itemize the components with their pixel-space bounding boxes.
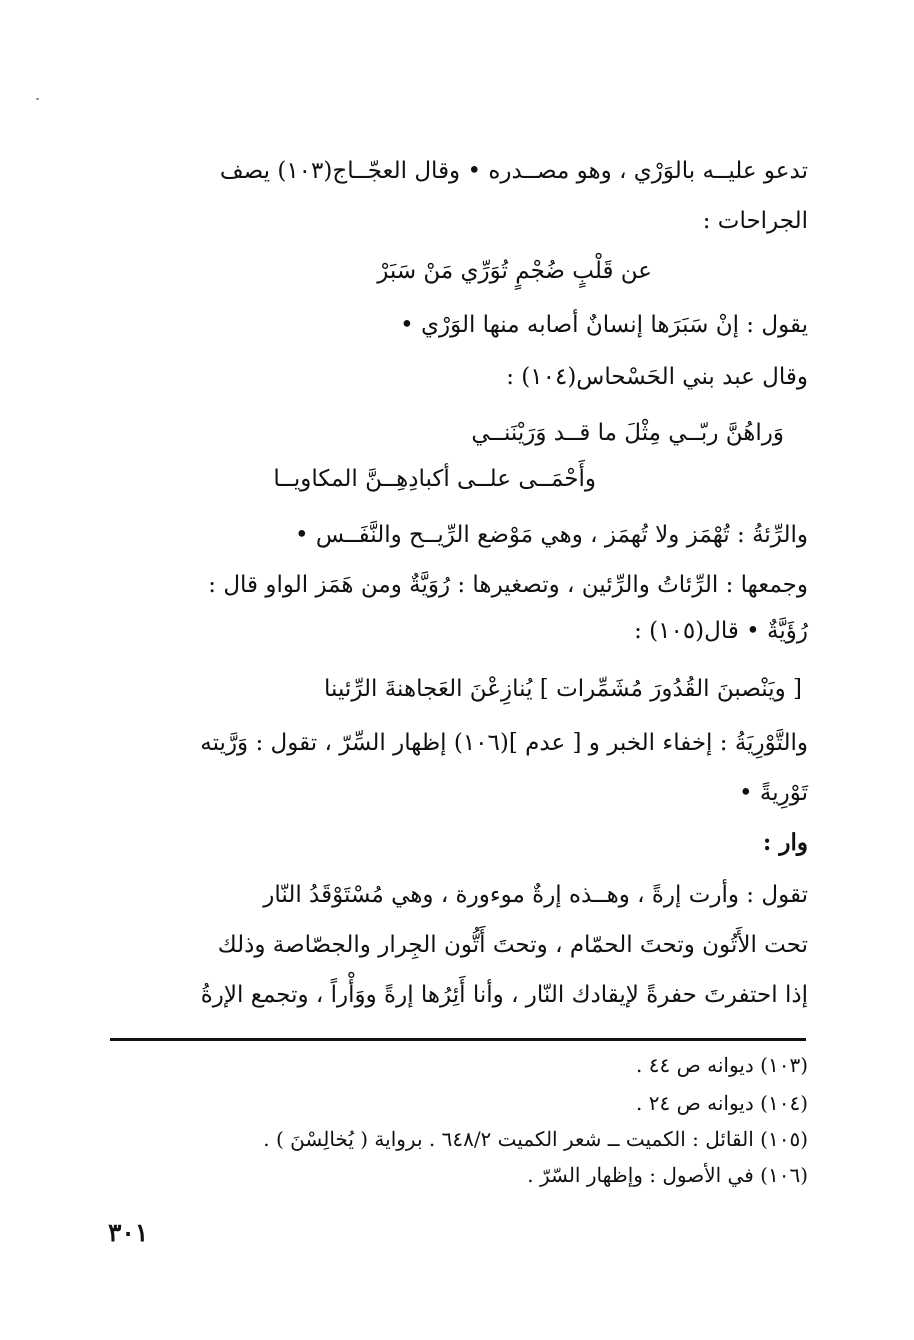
body-line-2: الجراحات :	[702, 208, 808, 234]
verse-line-2: وَراهُنَّ ربّــي مِثْلَ ما قــد وَرَيْنَنــي	[471, 420, 784, 446]
verse-line-1: عن قَلْبٍ ضُجْمٍ تُوَرِّي مَنْ سَبَرْ	[377, 258, 652, 284]
scan-speck	[36, 98, 39, 100]
body-line-9: تَوْرِيةً •	[739, 780, 808, 806]
body-line-3: يقول : إنْ سَبَرَها إنسانٌ أصابه منها الوَرْي •	[400, 312, 808, 338]
body-line-12: إذا احتفرتَ حفرةً لإيقادك النّار ، وأنا أَئِرُها إرةً ووَأْراً ، وتجمع الإرةُ	[200, 982, 808, 1008]
body-line-6: وجمعها : الرِّئاتُ والرِّئين ، وتصغيرها : رُوَيَّةٌ ومن هَمَز الواو قال :	[208, 572, 808, 598]
footnote-103: (١٠٣) ديوانه ص ٤٤ .	[636, 1053, 808, 1077]
footnote-104: (١٠٤) ديوانه ص ٢٤ .	[636, 1091, 808, 1115]
body-line-1: تدعو عليــه بالوَرْي ، وهو مصــدره • وقال العجّــاج(١٠٣) يصف	[219, 158, 808, 184]
body-line-8: والتَّوْرِيَةُ : إخفاء الخبر و [ عدم ](١٠٦) إظهار السِّرّ ، تقول : وَرَّيته	[200, 730, 808, 756]
verse-line-4: [ ويَنْصبنَ القُدُورَ مُشَمِّرات ] يُنازِعْنَ العَجاهنةَ الرِّئينا	[324, 676, 802, 702]
footnote-105: (١٠٥) القائل : الكميت ــ شعر الكميت ٦٤٨/٢ . برواية ( يُخالِسْنَ ) .	[263, 1127, 808, 1151]
verse-line-3: وأَحْمَــى علــى أكبادِهِــنَّ المكاويــا	[273, 466, 596, 492]
body-line-5: والرِّئةُ : تُهْمَز ولا تُهمَز ، وهي مَوْضع الرِّيــح والنَّفَــس •	[294, 522, 808, 548]
page-number: ٣٠١	[108, 1218, 149, 1247]
body-line-7: رُؤَيَّةٌ • قال(١٠٥) :	[634, 618, 808, 644]
entry-heading-war: وار :	[762, 829, 808, 856]
body-line-4: وقال عبد بني الحَسْحاس(١٠٤) :	[506, 364, 808, 390]
body-line-11: تحت الأَتُون وتحتَ الحمّام ، وتحتَ أَتُّون الجِرار والجصّاصة وذلك	[217, 932, 808, 958]
body-line-10: تقول : وأرت إرةً ، وهــذه إرةٌ موءورة ، وهي مُسْتَوْقَدُ النّار	[263, 882, 808, 908]
footnote-divider	[110, 1038, 806, 1041]
footnote-106: (١٠٦) في الأصول : وإظهار السّرّ .	[527, 1163, 808, 1187]
